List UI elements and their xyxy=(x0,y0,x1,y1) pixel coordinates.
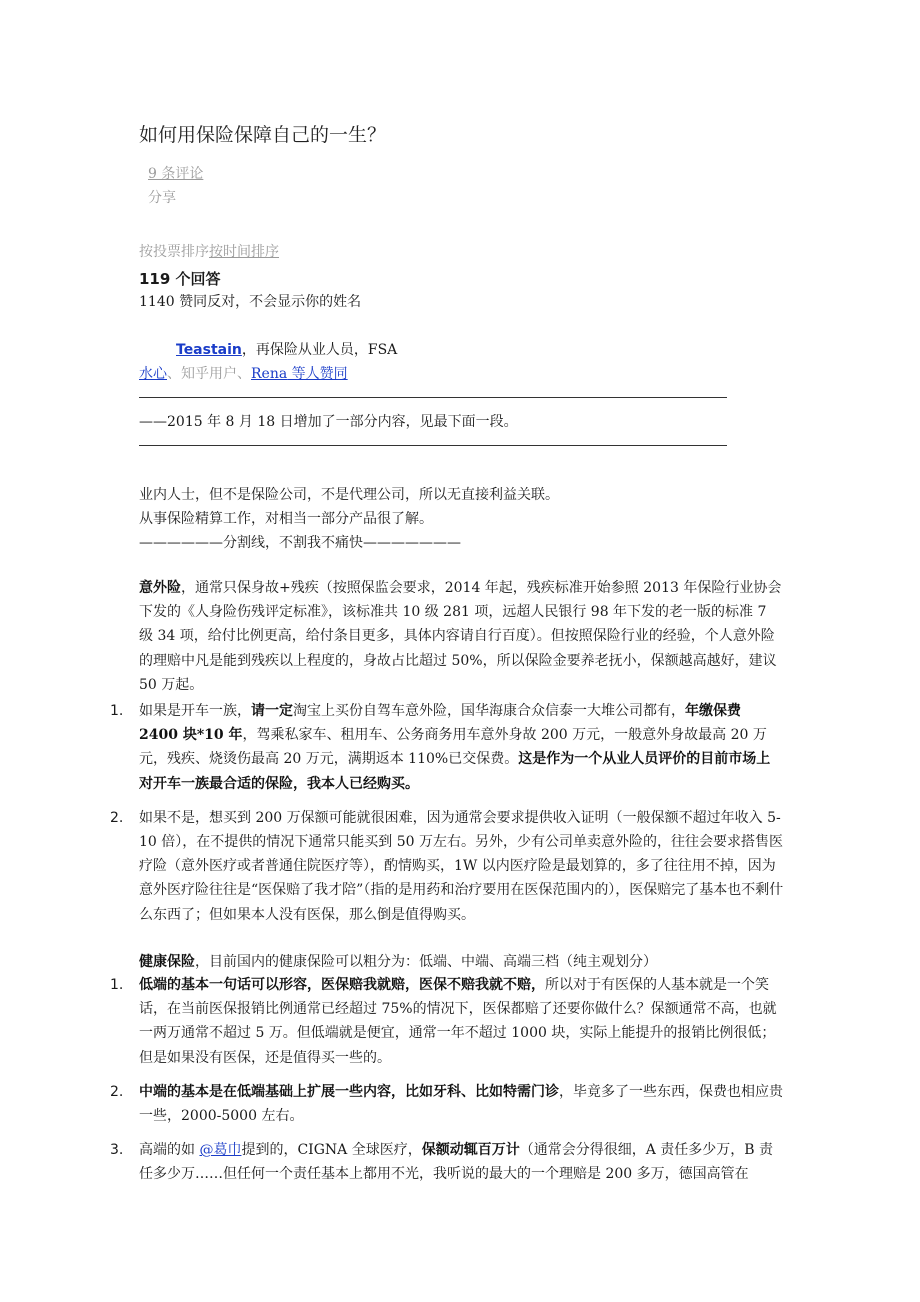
item-text: 淘宝上买份自驾车意外险，国华海康合众信泰一大堆公司都有， xyxy=(293,703,685,719)
item-text: 如果不是，想买到 200 万保额可能就很困难，因为通常会要求提供收入证明（一般保额不超过年收入 5-10 倍），在不提供的情况下通常只能买到 50 万左右。另外，少有公司单卖意外险的，往往会要求搭售医疗险（意外医疗或者普通住院医疗等），酌情购买，1W 以内医疗险是最划算的，多了往往用不掉，因为意外医疗险往往是“医保赔了我才陪”（指的是用药和治疗要用在医保范围内的），医保赔完了基本也不剩什么东西了；但如果本人没有医保，那么倒是值得购买。 xyxy=(139,809,784,923)
item-text: 所以对于有医保的人基本就是一个笑话，在当前医保报销比例通常已经超过 75%的情况下，医保都赔了还要你做什么？保额通常不高，也就一两万通常不超过 5 万。但低端就是便宜，通常一年不超过 1000 块，实际上能提升的报销比例很低；但是如果没有医保，还是值得买一些的。 xyxy=(139,977,777,1066)
accident-heading: 意外险 xyxy=(139,580,181,596)
list-number: 2. xyxy=(110,1083,124,1100)
liker-link-2[interactable]: Rena xyxy=(251,366,288,382)
comments-link[interactable]: 9 条评论 xyxy=(148,166,204,182)
separator-line: ——————分割线，不割我不痛快——————— xyxy=(139,535,461,551)
likers-line xyxy=(139,363,348,383)
accident-list xyxy=(110,699,784,937)
sort-by-time[interactable]: 按时间排序 xyxy=(209,244,279,260)
author-name-link[interactable]: Teastain xyxy=(176,342,242,358)
mention-link[interactable]: @葛巾 xyxy=(199,1142,242,1159)
share-link[interactable]: 分享 xyxy=(148,190,176,206)
sort-options xyxy=(139,241,279,261)
list-item xyxy=(110,1138,784,1186)
sort-by-votes[interactable]: 按投票排序 xyxy=(139,244,209,260)
item-text: 提到的，CIGNA 全球医疗， xyxy=(241,1142,422,1159)
liker-link-1[interactable]: 水心 xyxy=(139,366,167,382)
question-title: 如何用保险保障自己的一生？ xyxy=(139,124,387,146)
item-text: （通常会分得很细，A 责任多少万，B 责任多少万……但任何一个责任基本上都用不光，我听说的最大的一个理赔是 200 多万，德国高管在 xyxy=(139,1142,774,1183)
intro-block xyxy=(139,483,559,555)
item-bold: 年缴保费 2400 块*10 年 xyxy=(139,703,741,744)
list-number: 2. xyxy=(110,809,124,826)
answer-count: 119 个回答 xyxy=(139,270,221,288)
added-note: ——2015 年 8 月 18 日增加了一部分内容，见最下面一段。 xyxy=(139,414,518,430)
item-bold: 中端的基本是在低端基础上扩展一些内容，比如牙科、比如特需门诊 xyxy=(139,1083,559,1100)
health-body: ，目前国内的健康保险可以粗分为：低端、中端、高端三档（纯主观划分） xyxy=(195,954,657,970)
divider xyxy=(139,445,727,446)
list-item xyxy=(110,806,784,927)
list-number: 1. xyxy=(110,977,124,993)
list-number: 1. xyxy=(110,703,124,719)
list-item xyxy=(110,1080,784,1128)
item-bold: 请一定 xyxy=(251,703,293,719)
vote-note: 1140 赞同反对，不会显示你的姓名 xyxy=(139,294,362,310)
list-item xyxy=(110,699,784,796)
intro-line: 从事保险精算工作，对相当一部分产品很了解。 xyxy=(139,511,433,527)
item-text: ，毕竟多了一些东西，保费也相应贵一些，2000-5000 左右。 xyxy=(139,1083,783,1125)
item-bold: 这是作为一个从业人员评价的目前市场上对开车一族最合适的保险，我本人已经购买。 xyxy=(139,751,771,792)
list-item xyxy=(110,973,784,1070)
item-text: ，驾乘私家车、租用车、公务商务用车意外身故 200 万元，一般意外身故最高 20 万元，残疾、烧烫伤最高 20 万元，满期返本 110%已交保费。 xyxy=(139,727,767,768)
health-heading: 健康保险 xyxy=(139,954,195,970)
health-paragraph xyxy=(139,950,784,974)
author-line xyxy=(176,339,397,359)
author-bio: ，再保险从业人员，FSA xyxy=(241,342,398,358)
divider xyxy=(139,397,727,398)
accident-paragraph xyxy=(139,576,784,697)
liker-middle: 、知乎用户、 xyxy=(167,366,251,382)
item-bold: 保额动辄百万计 xyxy=(421,1142,520,1159)
intro-line: 业内人士，但不是保险公司，不是代理公司，所以无直接利益关联。 xyxy=(139,487,559,503)
list-number: 3. xyxy=(110,1142,124,1159)
likers-more-link[interactable]: 等人赞同 xyxy=(287,366,348,382)
item-text: 高端的如 xyxy=(139,1142,200,1159)
item-bold: 低端的基本一句话可以形容，医保赔我就赔，医保不赔我就不赔， xyxy=(139,977,545,993)
accident-body: ，通常只保身故+残疾（按照保监会要求，2014 年起，残疾标准开始参照 2013 年保险行业协会下发的《人身险伤残评定标准》，该标准共 10 级 281 项，远超人民银行 98 年下发的老一版的标准 7 级 34 项，给付比例更高，给付条目更多，具体内容请自行百度）。但按照保险行业的经验，个人意外险的理赔中凡是能到残疾以上程度的，身故占比超过 50%，所以保险金要养老抚小，保额越高越好，建议 50 万起。 xyxy=(139,580,782,693)
health-list xyxy=(110,973,784,1197)
item-text: 如果是开车一族， xyxy=(139,703,251,719)
